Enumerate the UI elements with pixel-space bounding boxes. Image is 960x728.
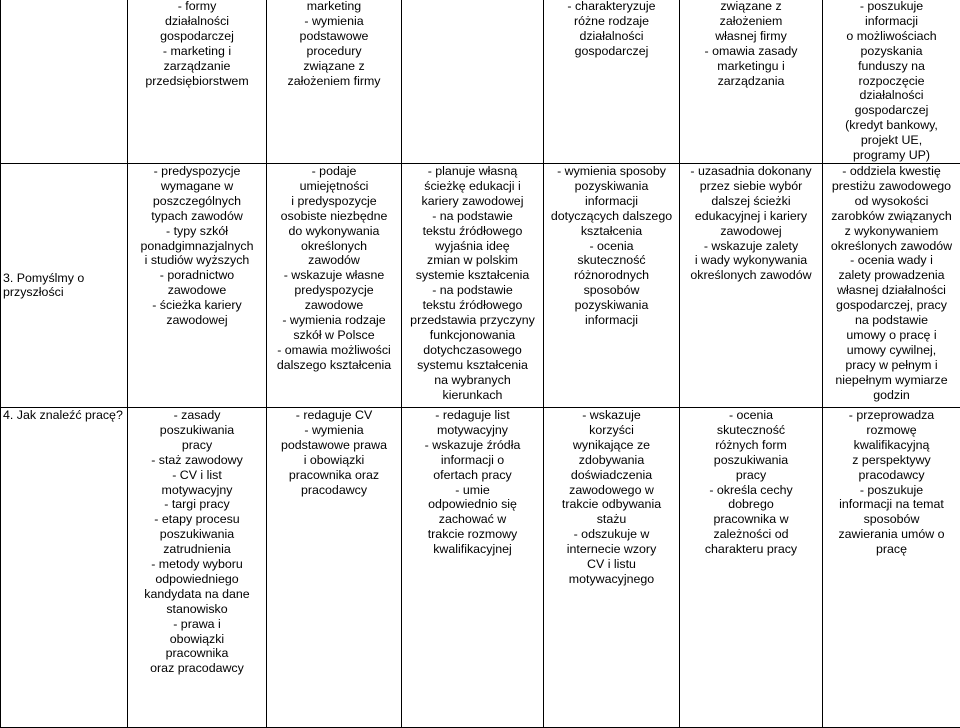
text-line: zalety prowadzenia xyxy=(825,268,958,283)
excellent-requirements-cell xyxy=(823,0,960,163)
text-line: - poradnictwo xyxy=(130,268,264,283)
text-line: zmian w polskim xyxy=(404,253,541,268)
text-line: i obowiązki xyxy=(269,453,399,468)
text-line: 3. Pomyślmy o xyxy=(3,271,125,286)
topic-cell xyxy=(1,163,128,407)
text-line: kierunkach xyxy=(404,388,541,403)
text-line: - ścieżka kariery xyxy=(130,298,264,313)
text-line: kwalifikacyjnej xyxy=(404,542,541,557)
text-line: edukacyjnej i kariery xyxy=(682,209,820,224)
text-line: przedsiębiorstwem xyxy=(130,74,264,89)
text-line: zatrudnienia xyxy=(130,542,264,557)
text-line: przyszłości xyxy=(3,285,125,300)
text-line: pozyskania xyxy=(825,44,958,59)
text-line: kandydata na dane xyxy=(130,587,264,602)
table-row-future xyxy=(1,163,960,407)
text-line: wyjaśnia ideę xyxy=(404,239,541,254)
text-line: zarobków związanych xyxy=(825,209,958,224)
text-line: trakcie rozmowy xyxy=(404,527,541,542)
text-line: korzyści xyxy=(546,423,677,438)
text-line: dotychczasowego xyxy=(404,343,541,358)
text-line: gospodarczej, pracy xyxy=(825,298,958,313)
text-line: doświadczenia xyxy=(546,468,677,483)
text-line: - ocenia xyxy=(546,239,677,254)
text-line: motywacyjnego xyxy=(546,572,677,587)
text-line: związane z xyxy=(682,0,820,14)
text-line: marketingu i xyxy=(682,59,820,74)
text-line: - formy xyxy=(130,0,264,14)
text-line: - marketing i xyxy=(130,44,264,59)
text-line: i wady wykonywania xyxy=(682,253,820,268)
text-line: różnorodnych xyxy=(546,268,677,283)
text-line: pozyskiwania xyxy=(546,179,677,194)
text-line: określonych zawodów xyxy=(825,239,958,254)
text-line: pracy w pełnym i xyxy=(825,358,958,373)
text-line: tekstu źródłowego xyxy=(404,298,541,313)
text-line: na wybranych xyxy=(404,373,541,388)
excellent-requirements-cell xyxy=(823,163,960,407)
text-line: - wskazuje źródła xyxy=(404,438,541,453)
text-line: wynikające ze xyxy=(546,438,677,453)
text-line: programy UP) xyxy=(825,148,958,163)
text-line: typach zawodów xyxy=(130,209,264,224)
text-line: internecie wzory xyxy=(546,542,677,557)
table-row-job-search xyxy=(1,407,960,727)
text-line: niepełnym wymiarze xyxy=(825,373,958,388)
text-line: oraz pracodawcy xyxy=(130,661,264,676)
text-line: funduszy na xyxy=(825,59,958,74)
extended-requirements-cell xyxy=(402,163,544,407)
text-line: - umie xyxy=(404,483,541,498)
text-line: własnej firmy xyxy=(682,29,820,44)
text-line: skuteczność xyxy=(682,423,820,438)
text-line: - metody wyboru xyxy=(130,557,264,572)
text-line: pracę xyxy=(825,542,958,557)
text-line: ścieżkę edukacji i xyxy=(404,179,541,194)
text-line: umowy o pracę i xyxy=(825,328,958,343)
text-line: dalszej ścieżki xyxy=(682,194,820,209)
text-line: do wykonywania xyxy=(269,224,399,239)
basic-requirements-cell xyxy=(267,0,402,163)
text-line: CV i listu xyxy=(546,557,677,572)
text-line: - CV i list xyxy=(130,468,264,483)
text-line: rozpoczęcie xyxy=(825,74,958,89)
text-line: - wymienia sposoby xyxy=(546,164,677,179)
excellent-requirements-cell xyxy=(823,407,960,727)
text-line: - targi pracy xyxy=(130,497,264,512)
text-line: działalności xyxy=(130,14,264,29)
text-line: obowiązki xyxy=(130,632,264,647)
text-line: - oddziela kwestię xyxy=(825,164,958,179)
text-line: zależności od xyxy=(682,527,820,542)
text-line: zachować w xyxy=(404,512,541,527)
text-line: skuteczność xyxy=(546,253,677,268)
text-line: procedury xyxy=(269,44,399,59)
text-line: tekstu źródłowego xyxy=(404,224,541,239)
text-line: szkół w Polsce xyxy=(269,328,399,343)
text-line: odpowiednio się xyxy=(404,497,541,512)
text-line: przez siebie wybór xyxy=(682,179,820,194)
text-line: zawodowe xyxy=(130,283,264,298)
text-line: - wskazuje zalety xyxy=(682,239,820,254)
text-line: zawierania umów o xyxy=(825,527,958,542)
text-line: zawodowej xyxy=(682,224,820,239)
text-line: - podaje xyxy=(269,164,399,179)
text-line: umowy cywilnej, xyxy=(825,343,958,358)
text-line: gospodarczej xyxy=(825,103,958,118)
text-line: dalszego kształcenia xyxy=(269,358,399,373)
topic-cell xyxy=(1,0,128,163)
text-line: określonych xyxy=(269,239,399,254)
text-line: pracy xyxy=(682,468,820,483)
text-line: (kredyt bankowy, xyxy=(825,118,958,133)
text-line: poszukiwania xyxy=(130,527,264,542)
text-line: marketing xyxy=(269,0,399,14)
text-line: - poszukuje xyxy=(825,483,958,498)
text-line: umiejętności xyxy=(269,179,399,194)
text-line: - określa cechy xyxy=(682,483,820,498)
advanced-requirements-cell xyxy=(680,407,823,727)
text-line: - ocenia wady i xyxy=(825,253,958,268)
text-line: pracownika xyxy=(130,646,264,661)
text-line: predyspozycje xyxy=(269,283,399,298)
text-line: stanowisko xyxy=(130,602,264,617)
basic-requirements-cell xyxy=(267,407,402,727)
text-line: działalności xyxy=(546,29,677,44)
higher-requirements-cell xyxy=(544,0,680,163)
text-line: - zasady xyxy=(130,408,264,423)
text-line: pracownika w xyxy=(682,512,820,527)
text-line: różne rodzaje xyxy=(546,14,677,29)
text-line: ofertach pracy xyxy=(404,468,541,483)
text-line: informacji xyxy=(546,194,677,209)
text-line: - redaguje CV xyxy=(269,408,399,423)
text-line: - charakteryzuje xyxy=(546,0,677,14)
text-line: systemie kształcenia xyxy=(404,268,541,283)
text-line: - typy szkół xyxy=(130,224,264,239)
text-line: - planuje własną xyxy=(404,164,541,179)
text-line: projekt UE, xyxy=(825,133,958,148)
text-line: poszukiwania xyxy=(130,423,264,438)
text-line: informacji o xyxy=(404,453,541,468)
text-line: zdobywania xyxy=(546,453,677,468)
text-line: odpowiedniego xyxy=(130,572,264,587)
text-line: założeniem firmy xyxy=(269,74,399,89)
text-line: - wskazuje xyxy=(546,408,677,423)
text-line: sposobów xyxy=(546,283,677,298)
extended-requirements-cell xyxy=(402,0,544,163)
text-line: zawodowe xyxy=(269,298,399,313)
text-line: - omawia możliwości xyxy=(269,343,399,358)
text-line: - na podstawie xyxy=(404,283,541,298)
text-line: zarządzanie xyxy=(130,59,264,74)
higher-requirements-cell xyxy=(544,407,680,727)
text-line: 4. Jak znaleźć pracę? xyxy=(3,408,125,423)
text-line: trakcie odbywania xyxy=(546,497,677,512)
text-line: zawodowego w xyxy=(546,483,677,498)
basic-requirements-cell xyxy=(267,163,402,407)
text-line: podstawowe prawa xyxy=(269,438,399,453)
text-line: podstawowe xyxy=(269,29,399,44)
extended-requirements-cell xyxy=(402,407,544,727)
text-line: własnej działalności xyxy=(825,283,958,298)
text-line: pozyskiwania xyxy=(546,298,677,313)
text-line: - wymienia xyxy=(269,423,399,438)
text-line: zarządzania xyxy=(682,74,820,89)
text-line: motywacyjny xyxy=(404,423,541,438)
text-line: - odszukuje w xyxy=(546,527,677,542)
text-line: - omawia zasady xyxy=(682,44,820,59)
text-line: określonych zawodów xyxy=(682,268,820,283)
text-line: pracodawcy xyxy=(269,483,399,498)
text-line: sposobów xyxy=(825,512,958,527)
text-line: dobrego xyxy=(682,497,820,512)
text-line: - na podstawie xyxy=(404,209,541,224)
text-line: różnych form xyxy=(682,438,820,453)
content-cell xyxy=(128,407,267,727)
text-line: stażu xyxy=(546,512,677,527)
text-line: i predyspozycje xyxy=(269,194,399,209)
text-line: - wskazuje własne xyxy=(269,268,399,283)
text-line: - staż zawodowy xyxy=(130,453,264,468)
text-line: - wymienia rodzaje xyxy=(269,313,399,328)
text-line: - wymienia xyxy=(269,14,399,29)
text-line: - prawa i xyxy=(130,617,264,632)
text-line: o możliwościach xyxy=(825,29,958,44)
text-line: i studiów wyższych xyxy=(130,253,264,268)
text-line: poszukiwania xyxy=(682,453,820,468)
topic-cell xyxy=(1,407,128,727)
text-line: osobiste niezbędne xyxy=(269,209,399,224)
text-line: kwalifikacyjną xyxy=(825,438,958,453)
content-cell xyxy=(128,0,267,163)
text-line: informacji xyxy=(825,14,958,29)
text-line: kariery zawodowej xyxy=(404,194,541,209)
text-line: - poszukuje xyxy=(825,0,958,14)
text-line: gospodarczej xyxy=(546,44,677,59)
text-line: pracownika oraz xyxy=(269,468,399,483)
text-line: - predyspozycje xyxy=(130,164,264,179)
text-line: związane z xyxy=(269,59,399,74)
advanced-requirements-cell xyxy=(680,163,823,407)
text-line: funkcjonowania xyxy=(404,328,541,343)
text-line: wymagane w xyxy=(130,179,264,194)
text-line: pracy xyxy=(130,438,264,453)
text-line: przedstawia przyczyny xyxy=(404,313,541,328)
table-row-forms-of-business xyxy=(1,0,960,163)
higher-requirements-cell xyxy=(544,163,680,407)
text-line: ponadgimnazjalnych xyxy=(130,239,264,254)
text-line: - ocenia xyxy=(682,408,820,423)
text-line: kształcenia xyxy=(546,224,677,239)
text-line: założeniem xyxy=(682,14,820,29)
text-line: poszczególnych xyxy=(130,194,264,209)
text-line: rozmowę xyxy=(825,423,958,438)
text-line: pracodawcy xyxy=(825,468,958,483)
text-line: z perspektywy xyxy=(825,453,958,468)
text-line: od wysokości xyxy=(825,194,958,209)
text-line: prestiżu zawodowego xyxy=(825,179,958,194)
text-line: z wykonywaniem xyxy=(825,224,958,239)
text-line: dotyczących dalszego xyxy=(546,209,677,224)
text-line: gospodarczej xyxy=(130,29,264,44)
text-line: charakteru pracy xyxy=(682,542,820,557)
content-cell xyxy=(128,163,267,407)
text-line: - etapy procesu xyxy=(130,512,264,527)
text-line: godzin xyxy=(825,388,958,403)
text-line: na podstawie xyxy=(825,313,958,328)
text-line: zawodów xyxy=(269,253,399,268)
text-line: zawodowej xyxy=(130,313,264,328)
text-line: systemu kształcenia xyxy=(404,358,541,373)
text-line: - przeprowadza xyxy=(825,408,958,423)
text-line: informacji na temat xyxy=(825,497,958,512)
advanced-requirements-cell xyxy=(680,0,823,163)
text-line: motywacyjny xyxy=(130,483,264,498)
text-line: działalności xyxy=(825,88,958,103)
text-line: informacji xyxy=(546,313,677,328)
text-line: - uzasadnia dokonany xyxy=(682,164,820,179)
text-line: - redaguje list xyxy=(404,408,541,423)
